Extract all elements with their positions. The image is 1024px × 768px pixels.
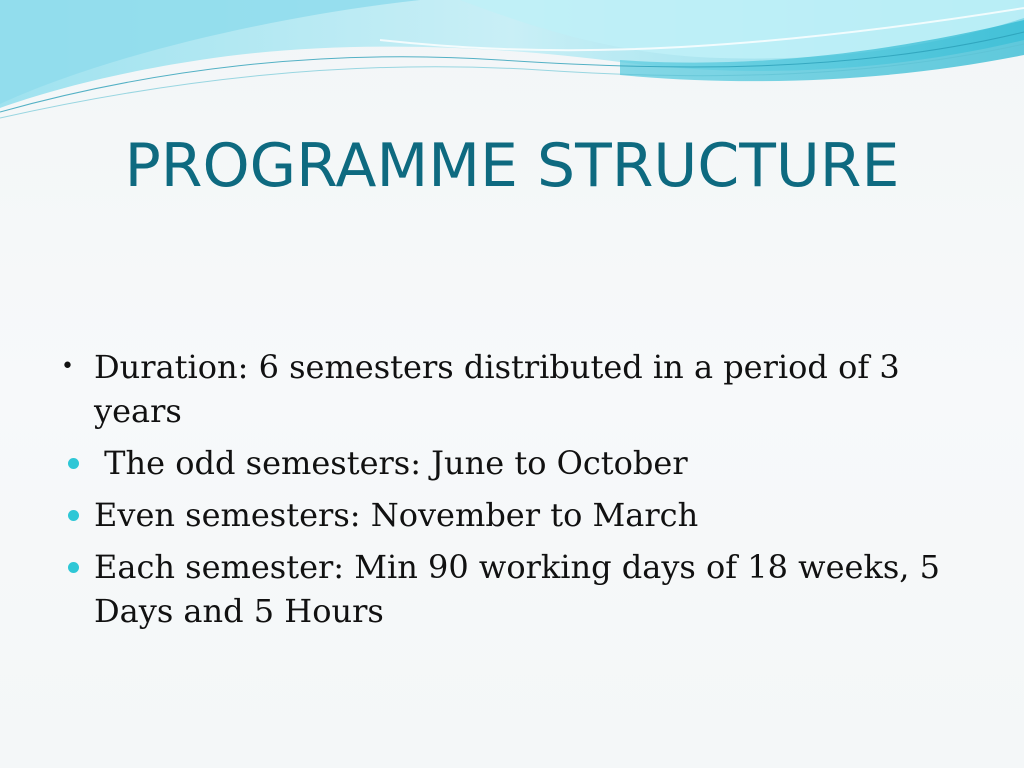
bullet-item-each-semester [58,545,958,633]
bullet-icon: • [61,354,74,379]
bullet-text: Even semesters: November to March [94,496,699,534]
bullet-text: The odd semesters: June to October [94,444,688,482]
bullet-item-duration [58,345,958,433]
bullet-item-even-semesters [58,493,958,537]
slide-title: PROGRAMME STRUCTURE [124,131,900,201]
bullet-text: Duration: 6 semesters distributed in a period of 3 years [94,348,900,430]
bullet-dot-icon [68,510,79,521]
header-wave-decoration [0,0,1024,130]
bullet-text: Each semester: Min 90 working days of 18 weeks, 5 Days and 5 Hours [94,548,940,630]
bullet-dot-icon [68,562,79,573]
bullet-list [58,345,958,641]
bullet-item-odd-semesters [58,441,958,485]
bullet-dot-icon [68,458,79,469]
